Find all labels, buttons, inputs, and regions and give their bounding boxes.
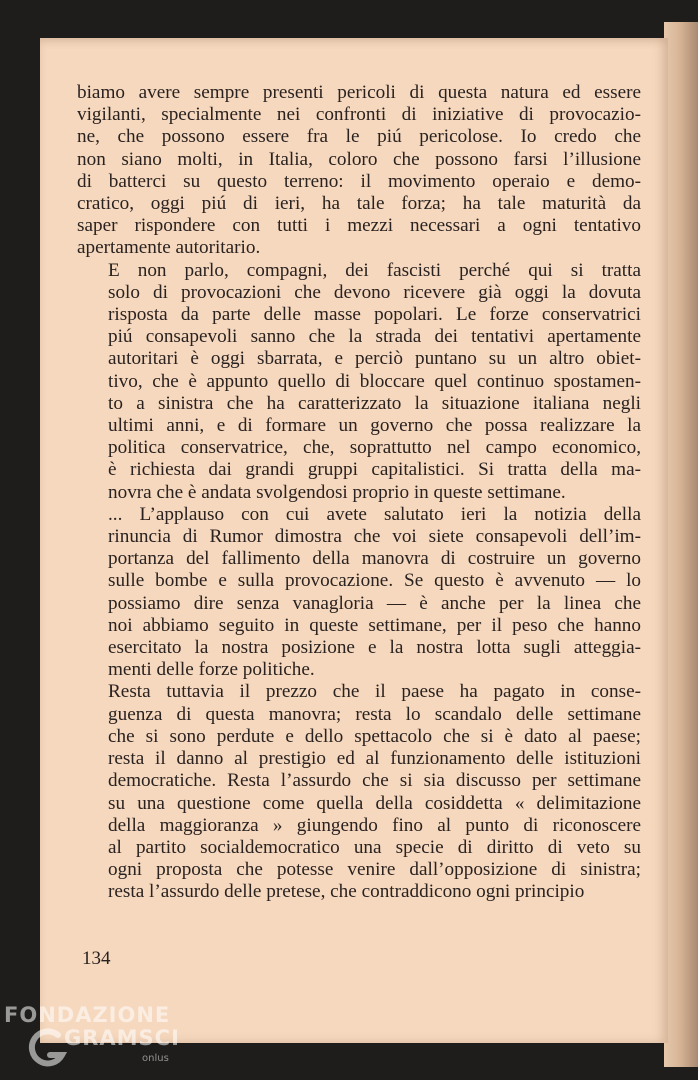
text-line: rinuncia di Rumor dimostra che voi siete consapevoli dell’im- (108, 526, 641, 548)
paragraph (77, 504, 641, 682)
text-line: resta il danno al prestigio ed al funzionamento delle istituzioni (108, 748, 641, 770)
text-line: guenza di questa manovra; resta lo scandalo delle settimane (108, 703, 641, 725)
text-line: to a sinistra che ha caratterizzato la situazione italiana negli (108, 392, 641, 414)
paragraph (77, 681, 641, 903)
watermark-line1: FONDAZIONE (4, 1003, 171, 1027)
text-line: che si sono perdute e dello spettacolo che si è dato al paese; (108, 725, 641, 747)
text-line: democratiche. Resta l’assurdo che si sia discusso per settimane (108, 770, 641, 792)
gramsci-logo-icon (28, 1025, 68, 1071)
text-line: resta l’assurdo delle pretese, che contraddicono ogni principio (108, 881, 585, 903)
watermark-line2: GRAMSCI (64, 1026, 180, 1050)
text-line: portanza del fallimento della manovra di costruire un governo (108, 548, 641, 570)
text-line: sulle bombe e sulla provocazione. Se questo è avvenuto — lo (108, 570, 641, 592)
paragraph (77, 82, 641, 260)
text-line: autoritari è oggi sbarrata, e perciò puntano su un altro obiet- (108, 348, 641, 370)
text-line: novra che è andata svolgendosi proprio in queste settimane. (108, 481, 566, 503)
text-line: di batterci su questo terreno: il movimento operaio e demo- (77, 170, 641, 192)
text-line: non siano molti, in Italia, coloro che possono farsi l’illusione (77, 148, 641, 170)
text-line: cratico, oggi piú di ieri, ha tale forza; ha tale maturità da (77, 193, 641, 215)
text-line: noi abbiamo seguito in queste settimane, per il peso che hanno (108, 614, 641, 636)
text-line: piú consapevoli sanno che la strada dei tentativi apertamente (108, 326, 641, 348)
watermark (4, 1003, 179, 1075)
watermark-line3: onlus (142, 1053, 169, 1064)
text-line: possiamo dire senza vanagloria — è anche per la linea che (108, 592, 641, 614)
text-line: saper rispondere con tutti i mezzi necessari a ogni tentativo (77, 215, 641, 237)
text-line: ... L’applauso con cui avete salutato ieri la notizia della (108, 503, 641, 525)
text-line: ne, che possono essere fra le piú pericolose. Io credo che (77, 126, 641, 148)
text-line: è richiesta dai grandi gruppi capitalistici. Si tratta della ma- (108, 459, 641, 481)
text-line: risposta da parte delle masse popolari. Le forze conservatrici (108, 304, 641, 326)
text-line: apertamente autoritario. (77, 237, 261, 259)
text-line: politica conservatrice, che, soprattutto nel campo economico, (108, 437, 641, 459)
text-line: E non parlo, compagni, dei fascisti perché qui si tratta (108, 259, 641, 281)
text-line: tivo, che è appunto quello di bloccare quel continuo spostamen- (108, 370, 641, 392)
page-text (77, 82, 641, 904)
text-line: su una questione come quella della cosiddetta « delimitazione (108, 792, 641, 814)
paragraph (77, 260, 641, 504)
text-line: vigilanti, specialmente nei confronti di iniziative di provocazio- (77, 104, 641, 126)
text-line: Resta tuttavia il prezzo che il paese ha pagato in conse- (108, 681, 641, 703)
text-line: menti delle forze politiche. (108, 659, 315, 681)
text-line: biamo avere sempre presenti pericoli di questa natura ed essere (77, 82, 641, 103)
text-line: ogni proposta che potesse venire dall’opposizione di sinistra; (108, 859, 641, 881)
page-edge (664, 22, 698, 1067)
text-line: esercitato la nostra posizione e la nostra lotta sugli atteggia- (108, 637, 641, 659)
text-line: ultimi anni, e di formare un governo che possa realizzare la (108, 415, 641, 437)
page-number: 134 (82, 948, 111, 969)
text-line: della maggioranza » giungendo fino al punto di riconoscere (108, 814, 641, 836)
text-line: solo di provocazioni che devono ricevere già oggi la dovuta (108, 281, 641, 303)
text-line: al partito socialdemocratico una specie di diritto di veto su (108, 836, 641, 858)
